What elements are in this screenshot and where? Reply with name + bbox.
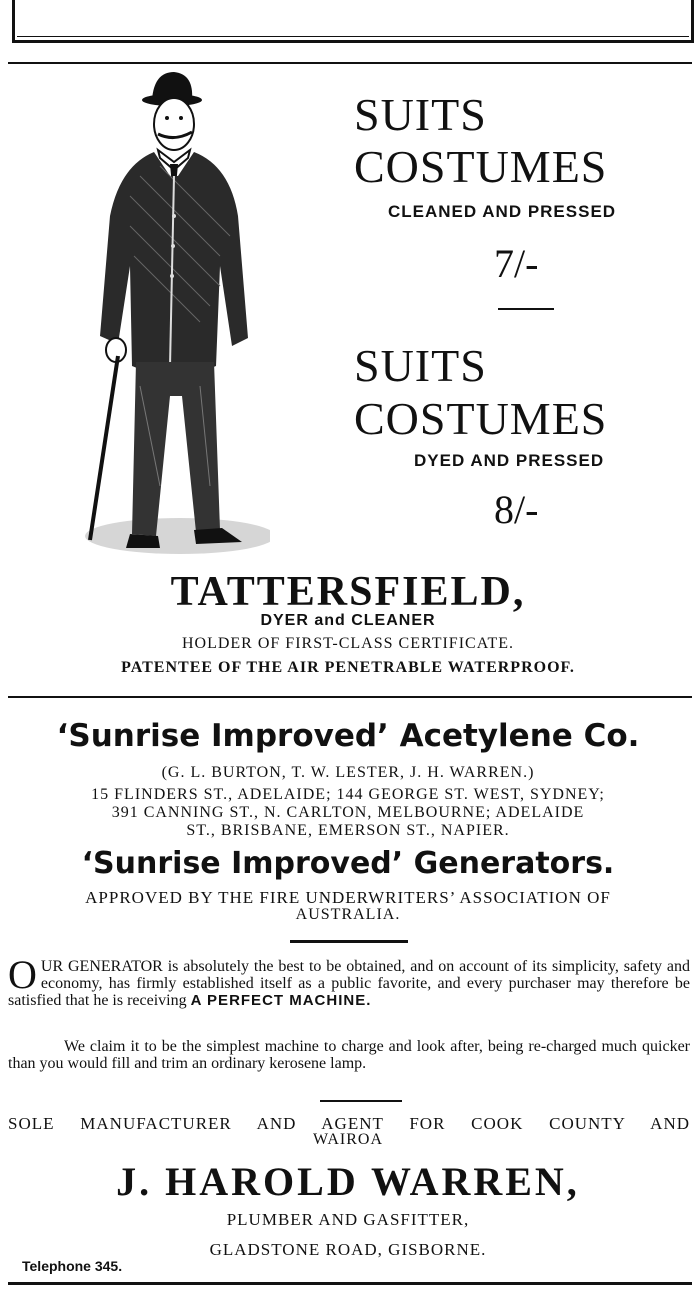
headline-suits-1: SUITS (354, 89, 487, 140)
perfect-machine-emphasis: A PERFECT MACHINE. (190, 992, 372, 1009)
proprietor-address: GLADSTONE ROAD, GISBORNE. (209, 1240, 487, 1259)
headline-costumes-2: COSTUMES (354, 393, 608, 444)
patentee-line: PATENTEE OF THE AIR PENETRABLE WATERPROOF. (121, 659, 575, 676)
generator-paragraph (8, 952, 690, 1009)
approved-line-1: APPROVED BY THE FIRE UNDERWRITERS’ ASSOCIATION OF (85, 888, 611, 907)
gentleman-illustration (70, 66, 270, 558)
address-line-1: 15 FLINDERS ST., ADELAIDE; 144 GEORGE ST. WEST, SYDNEY; (91, 786, 605, 803)
paragraph-text: UR GENERATOR is absolutely the best to be obtained, and on account of its simplicity, safety and economy, has firmly established itself as a public favorite, and every purchaser may therefore be satisfied that he is receiving (8, 958, 690, 1009)
headline-costumes-1: COSTUMES (354, 141, 608, 192)
section-divider (8, 62, 692, 64)
service-cleaned-pressed: CLEANED AND PRESSED (388, 202, 617, 221)
business-name: TATTERSFIELD, (170, 569, 526, 615)
price-dyed: 8/- (494, 487, 539, 532)
divider-rule (290, 940, 408, 943)
headline-suits-2: SUITS (354, 340, 487, 391)
claim-paragraph: We claim it to be the simplest machine to charge and look after, being re-charged much quicker than you would fill and trim an ordinary kerosene lamp. (8, 1038, 690, 1072)
partners-line: (G. L. BURTON, T. W. LESTER, J. H. WARREN.) (161, 764, 535, 781)
proprietor-name: J. HAROLD WARREN, (116, 1159, 580, 1204)
divider-rule-2 (320, 1100, 402, 1102)
address-line-3: ST., BRISBANE, EMERSON ST., NAPIER. (186, 822, 510, 839)
short-divider (498, 308, 554, 310)
generators-heading: ‘Sunrise Improved’ Generators. (81, 846, 615, 881)
approved-line-2: AUSTRALIA. (295, 906, 401, 923)
drop-cap: O (8, 952, 37, 997)
certificate-line: HOLDER OF FIRST-CLASS CERTIFICATE. (181, 635, 515, 652)
previous-ad-border (12, 0, 694, 43)
trade-line: DYER and CLEANER (260, 612, 436, 629)
telephone-number: Telephone 345. (22, 1258, 123, 1274)
price-cleaned: 7/- (494, 241, 539, 286)
address-line-2: 391 CANNING ST., N. CARLTON, MELBOURNE; ADELAIDE (111, 804, 585, 821)
company-name: ‘Sunrise Improved’ Acetylene Co. (56, 718, 640, 754)
section-divider-2 (8, 696, 692, 698)
sole-agent-line-1: SOLE MANUFACTURER AND AGENT FOR COOK COUNTY AND (8, 1114, 690, 1133)
service-dyed-pressed: DYED AND PRESSED (414, 451, 605, 470)
sole-agent-line-2: WAIROA (313, 1131, 383, 1148)
bottom-border (8, 1282, 692, 1285)
proprietor-trade: PLUMBER AND GASFITTER, (226, 1210, 470, 1229)
